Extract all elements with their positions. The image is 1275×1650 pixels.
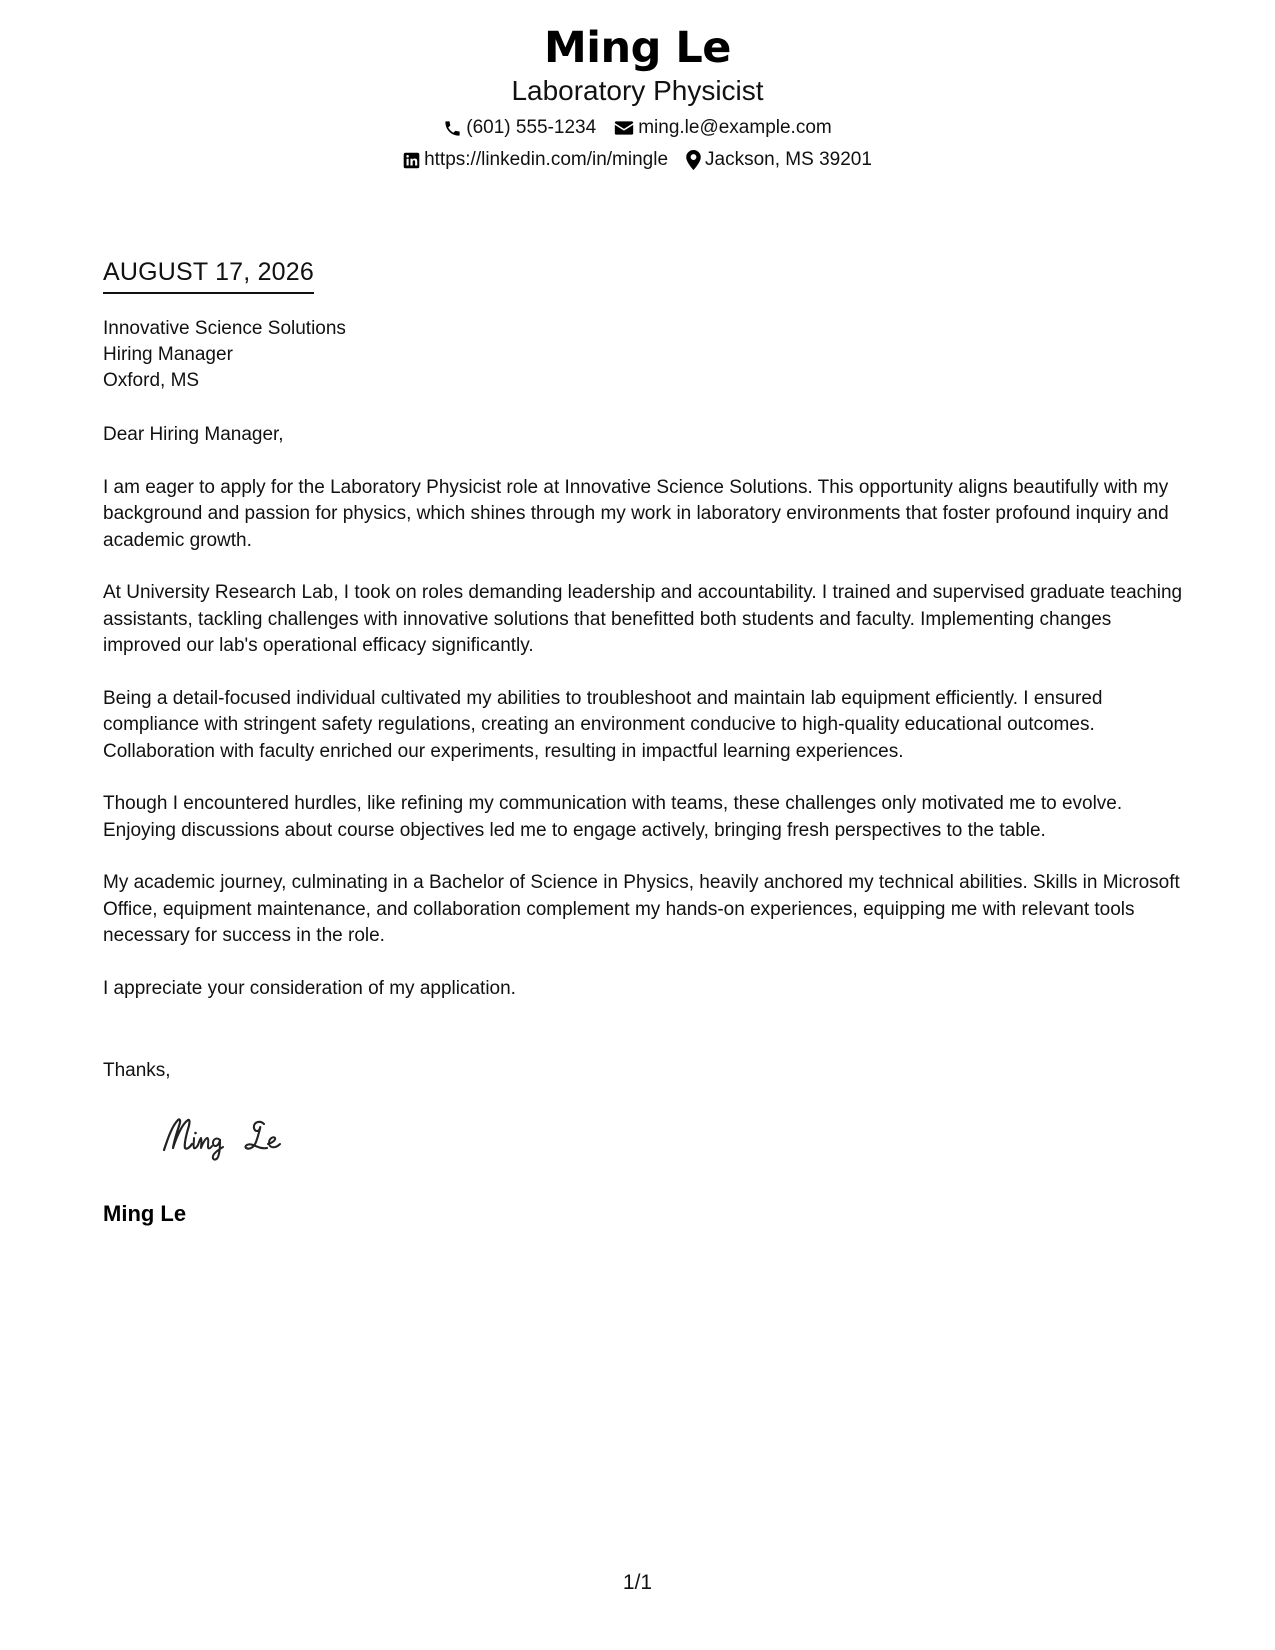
phone-icon — [443, 119, 462, 138]
body-paragraph: At University Research Lab, I took on roles demanding leadership and accountability. I trained and supervised graduate teaching assistants, tackling challenges with innovative solutions that benefitted both students and faculty. Implementing changes improved our lab's operational efficacy significantly. — [103, 582, 1183, 656]
salutation: Dear Hiring Manager, — [103, 424, 284, 445]
email-address: ming.le@example.com — [638, 117, 832, 138]
letter-body — [103, 422, 1183, 1028]
body-paragraph: Being a detail-focused individual cultivated my abilities to troubleshoot and maintain lab equipment efficiently. I ensured compliance with stringent safety regulations, creating an environment conducive to high-quality educational outcomes. Collaboration with faculty enriched our experiments, resulting in impactful learning experiences. — [103, 687, 1103, 762]
page-number: 1/1 — [622, 1571, 653, 1594]
applicant-title: Laboratory Physicist — [511, 75, 764, 106]
recipient-company: Innovative Science Solutions — [103, 318, 346, 339]
linkedin-icon — [403, 152, 420, 169]
map-pin-icon — [686, 150, 701, 170]
location-text: Jackson, MS 39201 — [705, 149, 872, 170]
recipient-location: Oxford, MS — [103, 370, 200, 391]
phone-contact — [443, 116, 596, 140]
closing: Thanks, — [103, 1060, 171, 1081]
applicant-name: Ming Le — [544, 23, 731, 73]
body-paragraph: Though I encountered hurdles, like refining my communication with teams, these challenges only motivated me to evolve. Enjoying discussions about course objectives led me to engage actively, bringing fresh perspectives to the table. — [103, 793, 1123, 841]
body-paragraph: My academic journey, culminating in a Bachelor of Science in Physics, heavily anchored my technical abilities. Skills in Microsoft Office, equipment maintenance, and collaboration complement my hands-on experiences, equipping me with relevant tools necessary for success in the role. — [103, 872, 1180, 946]
body-paragraph: I appreciate your consideration of my application. — [103, 977, 516, 999]
email-contact — [614, 116, 832, 140]
letter-header — [0, 22, 1275, 172]
recipient-block — [103, 316, 346, 394]
contact-line-secondary — [0, 148, 1275, 172]
contact-line-primary — [0, 116, 1275, 140]
handwritten-signature — [160, 1112, 310, 1162]
letter-date: AUGUST 17, 2026 — [103, 256, 314, 294]
location-contact — [686, 148, 872, 172]
body-paragraph: I am eager to apply for the Laboratory Physicist role at Innovative Science Solutions. This opportunity aligns beautifully with my background and passion for physics, which shines through my work in laboratory environments that foster profound inquiry and academic growth. — [103, 476, 1169, 551]
linkedin-contact — [403, 148, 668, 172]
signer-name: Ming Le — [103, 1201, 187, 1226]
linkedin-url[interactable]: https://linkedin.com/in/mingle — [424, 149, 669, 170]
envelope-icon — [614, 120, 634, 136]
recipient-role: Hiring Manager — [103, 344, 233, 365]
phone-number: (601) 555-1234 — [466, 117, 597, 138]
